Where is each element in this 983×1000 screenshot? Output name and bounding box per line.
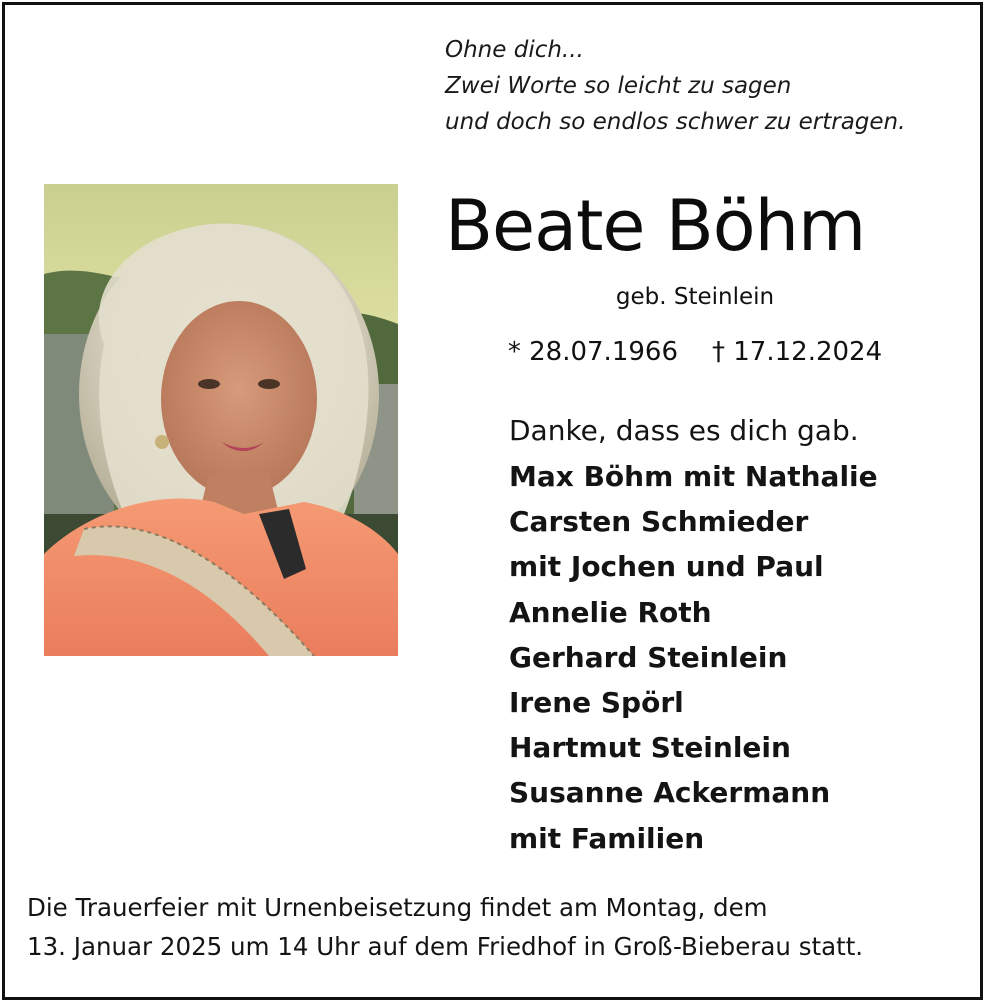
- mourner-name: Annelie Roth: [509, 595, 712, 629]
- portrait-illustration: [44, 184, 398, 656]
- maiden-name: geb. Steinlein: [615, 284, 775, 310]
- poem-line: Ohne dich...: [445, 37, 584, 63]
- funeral-service-notice: [27, 888, 967, 966]
- thanks-line: Danke, dass es dich gab.: [509, 414, 859, 447]
- deceased-name: Beate Böhm: [445, 185, 866, 267]
- service-line: Die Trauerfeier mit Urnenbeisetzung findet am Montag, dem: [27, 893, 768, 922]
- life-dates: [445, 333, 945, 371]
- birth-date: * 28.07.1966: [507, 337, 678, 367]
- portrait-photo: [44, 184, 398, 656]
- death-date: † 17.12.2024: [712, 337, 883, 367]
- mourner-name: mit Familien: [509, 821, 705, 855]
- mourner-name: mit Jochen und Paul: [509, 550, 824, 584]
- mourner-name: Max Böhm mit Nathalie: [509, 460, 878, 493]
- memorial-poem: [445, 32, 965, 140]
- poem-line: Zwei Worte so leicht zu sagen: [445, 73, 792, 99]
- mourner-name: Hartmut Steinlein: [509, 731, 791, 765]
- mourner-name: Carsten Schmieder: [509, 505, 809, 539]
- poem-line: und doch so endlos schwer zu ertragen.: [445, 109, 906, 135]
- mourners-list: [509, 454, 878, 861]
- service-line: 13. Januar 2025 um 14 Uhr auf dem Friedhof in Groß-Bieberau statt.: [27, 932, 864, 961]
- mourner-name: Gerhard Steinlein: [509, 640, 788, 674]
- mourner-name: Irene Spörl: [509, 686, 684, 720]
- mourner-name: Susanne Ackermann: [509, 776, 831, 810]
